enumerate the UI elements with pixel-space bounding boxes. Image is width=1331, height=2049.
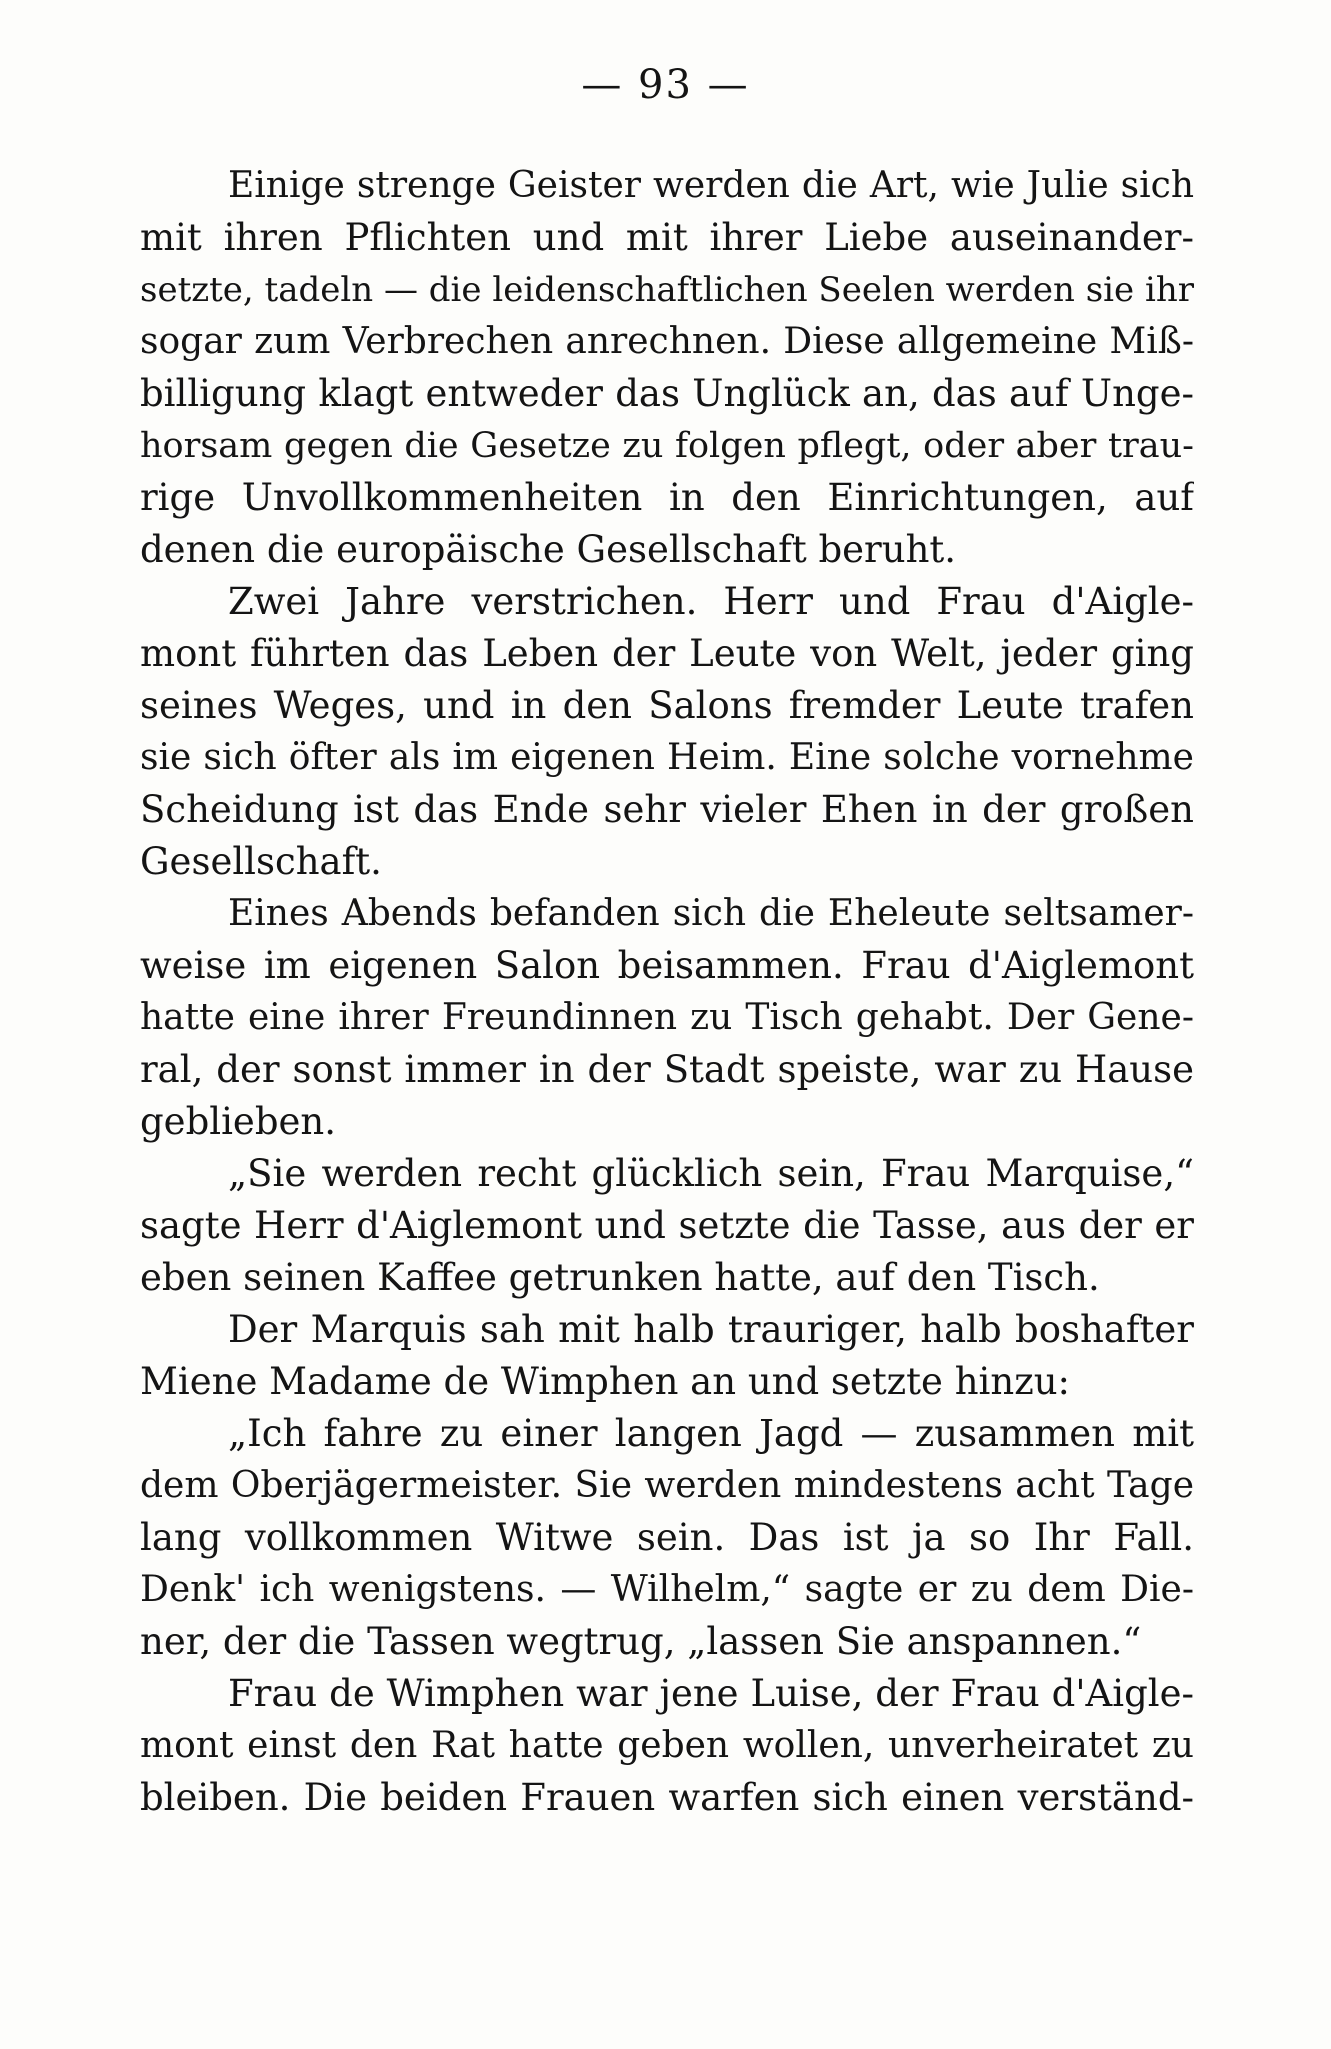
text-line: Gesellschaft. [140, 840, 382, 883]
text-line: lang vollkommen Witwe sein. Das ist ja so Ihr Fall. [140, 1516, 1194, 1559]
text-line: Zwei Jahre verstrichen. Herr und Frau d'Aigle- [228, 580, 1194, 623]
text-line: Einige strenge Geister werden die Art, wie Julie sich [228, 165, 1194, 206]
text-line: Der Marquis sah mit halb trauriger, halb boshafter [228, 1308, 1194, 1351]
text-line: dem Oberjägermeister. Sie werden mindestens acht Tage [140, 1465, 1194, 1506]
text-line: mit ihren Pflichten und mit ihrer Liebe auseinander- [140, 216, 1194, 259]
text-line: geblieben. [140, 1100, 337, 1143]
text-line: horsam gegen die Gesetze zu folgen pflegt, oder aber trau- [140, 426, 1194, 466]
text-line: „Sie werden recht glücklich sein, Frau Marquise,“ [228, 1152, 1194, 1195]
text-line: Scheidung ist das Ende sehr vieler Ehen in der großen [140, 788, 1194, 831]
text-line: ner, der die Tassen wegtrug, „lassen Sie anspannen.“ [140, 1620, 1142, 1663]
text-line: mont einst den Rat hatte geben wollen, unverheiratet zu [140, 1725, 1194, 1766]
text-line: Frau de Wimphen war jene Luise, der Frau d'Aigle- [228, 1672, 1194, 1715]
body-text [140, 160, 1194, 1824]
text-line: bleiben. Die beiden Frauen warfen sich einen verständ- [140, 1776, 1194, 1819]
text-line: sie sich öfter als im eigenen Heim. Eine solche vornehme [140, 737, 1194, 778]
text-line: denen die europäische Gesellschaft beruht. [140, 528, 957, 571]
text-line: weise im eigenen Salon beisammen. Frau d'Aiglemont [140, 944, 1194, 987]
text-line: sogar zum Verbrechen anrechnen. Diese allgemeine Miß- [140, 321, 1194, 362]
text-line: rige Unvollkommenheiten in den Einrichtungen, auf [140, 476, 1194, 519]
text-line: „Ich fahre zu einer langen Jagd — zusammen mit [228, 1412, 1194, 1455]
page-number: — 93 — [581, 62, 750, 108]
text-line: setzte, tadeln — die leidenschaftlichen Seelen werden sie ihr [140, 270, 1194, 310]
text-line: ral, der sonst immer in der Stadt speiste, war zu Hause [140, 1048, 1194, 1091]
text-line: Eines Abends befanden sich die Eheleute seltsamer- [228, 893, 1194, 934]
text-line: hatte eine ihrer Freundinnen zu Tisch gehabt. Der Gene- [140, 997, 1194, 1038]
text-line: eben seinen Kaffee getrunken hatte, auf den Tisch. [140, 1256, 1100, 1299]
text-line: Denk' ich wenigstens. — Wilhelm,“ sagte er zu dem Die- [140, 1569, 1194, 1610]
text-line: mont führten das Leben der Leute von Welt, jeder ging [140, 632, 1194, 675]
text-line: sagte Herr d'Aiglemont und setzte die Tasse, aus der er [140, 1204, 1194, 1247]
text-line: billigung klagt entweder das Unglück an, das auf Unge- [140, 372, 1194, 415]
text-line: Miene Madame de Wimphen an und setzte hinzu: [140, 1360, 1070, 1403]
text-line: seines Weges, und in den Salons fremder Leute trafen [140, 684, 1194, 727]
